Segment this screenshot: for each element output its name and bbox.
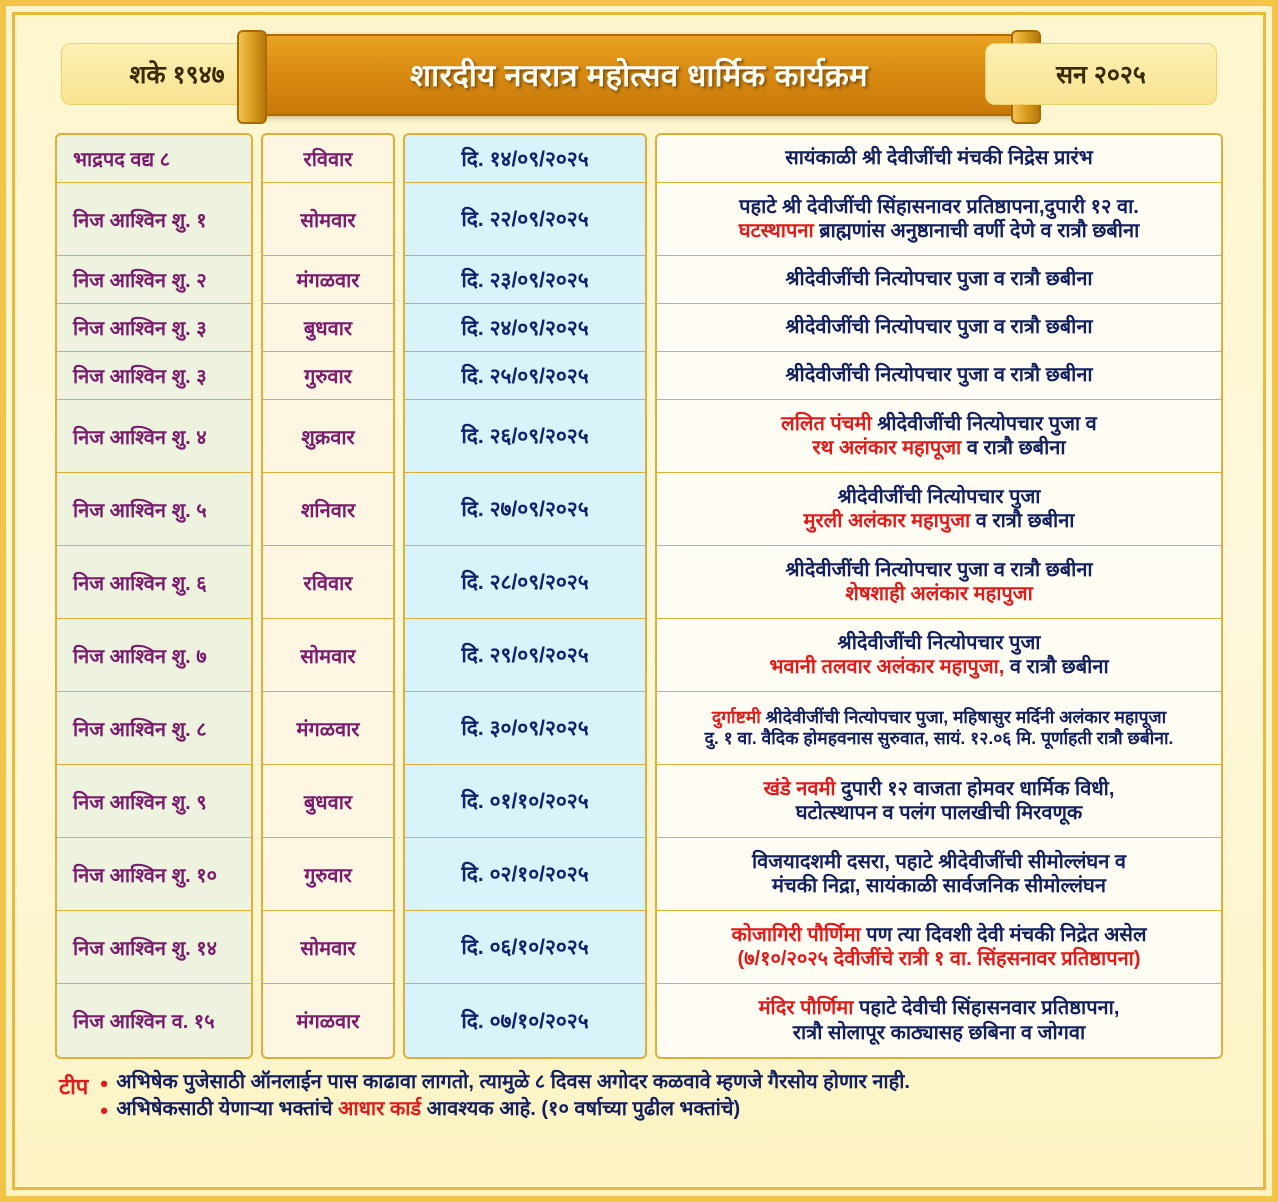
description-cell [657,984,1221,1057]
page-title: शारदीय नवरात्र महोत्सव धार्मिक कार्यक्रम [410,58,868,93]
note-item: • अभिषेक पुजेसाठी ऑनलाईन पास काढावा लागतो, त्यामुळे ८ दिवस अगोदर कळवावे म्हणजे गैरसोय होणार नाही. [98,1069,910,1096]
note-item: • अभिषेकसाठी येणाऱ्या भक्तांचे आधार कार्ड आवश्यक आहे. (१० वर्षाच्या पुढील भक्तांचे) [98,1096,910,1123]
date-cell: दि. २७/०९/२०२५ [405,473,645,546]
description-line: श्रीदेवीजींची नित्योपचार पुजा व रात्रौ छबीना [785,364,1093,387]
poster-inner-frame [12,12,1266,1190]
tithi-cell: भाद्रपद वद्य ८ [57,135,251,183]
description-line: मंचकी निद्रा, सायंकाळी सार्वजनिक सीमोल्लंघन [772,875,1106,897]
tithi-cell: निज आश्विन शु. ९ [57,765,251,838]
tithi-cell: निज आश्विन शु. ३ [57,352,251,400]
description-line: श्रीदेवीजींची नित्योपचार पुजा [837,631,1041,654]
san-year-badge: सन २०२५ [985,43,1217,105]
description-cell [657,765,1221,838]
date-cell: दि. २२/०९/२०२५ [405,183,645,256]
description-cell [657,352,1221,400]
description-line: भवानी तलवार अलंकार महापुजा, व रात्रौ छबीना [769,656,1109,678]
description-cell [657,183,1221,256]
shake-year-badge: शके १९४७ [61,43,293,105]
description-cell [657,473,1221,546]
date-cell: दि. २८/०९/२०२५ [405,546,645,619]
date-cell: दि. ०१/१०/२०२५ [405,765,645,838]
day-cell: सोमवार [263,911,393,984]
day-cell: बुधवार [263,304,393,352]
description-cell [657,256,1221,304]
column-description [655,133,1223,1059]
notes-section [59,1069,1219,1123]
date-cell: दि. २६/०९/२०२५ [405,400,645,473]
description-line: घटोत्स्थापन व पलंग पालखीची मिरवणूक [795,802,1083,824]
description-line: सायंकाळी श्री देवीजींची मंचकी निद्रेस प्रारंभ [785,147,1093,170]
column-tithi [55,133,253,1059]
description-line: श्रीदेवीजींची नित्योपचार पुजा व रात्रौ छबीना [785,558,1093,581]
tithi-cell: निज आश्विन व. १५ [73,1011,215,1033]
highlight-text: ललित पंचमी [781,412,878,435]
highlight-text: दुर्गाष्टमी [711,706,766,727]
description-line [845,582,1033,606]
description-cell [657,911,1221,984]
description-line: श्रीदेवीजींची नित्योपचार पुजा व रात्रौ छबीना [785,316,1093,339]
highlight-text: मंदिर पौर्णिमा [758,997,859,1020]
description-cell [657,619,1221,692]
description-line: घटस्थापना ब्राह्मणांस अनुष्ठानाची वर्णी देणे व रात्रौ छबीना [738,220,1140,242]
day-cells [261,133,395,1059]
day-cell: गुरुवार [263,838,393,911]
day-cell: बुधवार [263,765,393,838]
description-line: दु. १ वा. वैदिक होमहवनास सुरुवात, सायं. १२.०६ मि. पूर्णाहती रात्रौ छबीना. [704,728,1174,748]
day-cell: शुक्रवार [263,400,393,473]
description-line: श्रीदेवीजींची नित्योपचार पुजा व रात्रौ छबीना [785,268,1093,291]
tithi-cells [55,133,253,1059]
description-line: रात्रौ सोलापूर काठ्यासह छबिना व जोगवा [792,1021,1086,1044]
day-cell: मंगळवार [296,1011,360,1033]
tithi-cell: निज आश्विन शु. ५ [57,473,251,546]
footer-peek [135,1127,1263,1143]
description-line: रथ अलंकार महापूजा व रात्रौ छबीना [812,437,1066,459]
notes-label: टीप [59,1074,89,1099]
date-cell: दि. २३/०९/२०२५ [405,256,645,304]
tithi-cell: निज आश्विन शु. १४ [57,911,251,984]
highlight-text: आधार कार्ड [338,1098,422,1120]
description-cell [657,546,1221,619]
highlight-text: घटस्थापना [738,220,820,242]
description-line: कोजागिरी पौर्णिमा पण त्या दिवशी देवी मंचकी निद्रेत असेल [731,923,1147,946]
highlight-text: शेषशाही अलंकार महापुजा [845,583,1033,605]
description-line: मंदिर पौर्णिमा पहाटे देवीची सिंहासनवार प्रतिष्ठापना, [758,997,1120,1020]
description-line: मुरली अलंकार महापुजा व रात्रौ छबीना [803,510,1075,532]
tithi-cell: निज आश्विन शु. ४ [57,400,251,473]
highlight-text: भवानी तलवार अलंकार महापुजा, [769,656,1010,678]
highlight-text: खंडे नवमी [763,777,842,800]
date-cell: दि. २४/०९/२०२५ [405,304,645,352]
highlight-text: रथ अलंकार महापूजा [812,437,967,459]
date-cell: दि. २५/०९/२०२५ [405,352,645,400]
description-cell [657,838,1221,911]
day-cell: सोमवार [263,619,393,692]
description-line: श्रीदेवीजींची नित्योपचार पुजा [837,485,1041,508]
description-line: खंडे नवमी दुपारी १२ वाजता होमवर धार्मिक विधी, [763,777,1115,800]
description-cell [657,692,1221,765]
description-line: ललित पंचमी श्रीदेवीजींची नित्योपचार पुजा व [781,412,1097,435]
day-cell: रविवार [263,135,393,183]
date-cell: दि. ०६/१०/२०२५ [405,911,645,984]
tithi-cell: निज आश्विन शु. ७ [57,619,251,692]
description-cells [655,133,1223,1059]
tithi-cell: निज आश्विन शु. ८ [57,692,251,765]
highlight-text: मुरली अलंकार महापुजा [803,510,976,532]
day-cell: रविवार [263,546,393,619]
poster-header [51,29,1227,121]
notes-list [98,1069,910,1123]
date-cell: दि. १४/०९/२०२५ [405,135,645,183]
highlight-text: कोजागिरी पौर्णिमा [731,923,867,946]
day-cell: मंगळवार [263,256,393,304]
description-line: पहाटे श्री देवीजींची सिंहासनावर प्रतिष्ठापना,दुपारी १२ वा. [739,195,1139,218]
day-cell: शनिवार [263,473,393,546]
description-line: दुर्गाष्टमी श्रीदेवीजींची नित्योपचार पुजा, महिषासुर मर्दिनी अलंकार महापूजा [711,706,1167,727]
highlight-text: (७/१०/२०२५ देवीजींचे रात्री १ वा. सिंहसनावर प्रतिष्ठापना) [737,948,1141,970]
description-cell [657,304,1221,352]
date-cell: दि. ०२/१०/२०२५ [405,838,645,911]
tithi-cell: निज आश्विन शु. २ [57,256,251,304]
description-line [737,947,1140,971]
column-date [403,133,647,1059]
date-cells [403,133,647,1059]
tithi-cell: निज आश्विन शु. १ [57,183,251,256]
description-line: विजयादशमी दसरा, पहाटे श्रीदेवीजींची सीमोल्लंघन व [752,850,1126,873]
day-cell: मंगळवार [263,692,393,765]
day-cell: सोमवार [263,183,393,256]
date-cell: दि. २९/०९/२०२५ [405,619,645,692]
tithi-cell: निज आश्विन शु. ३ [57,304,251,352]
description-cell [657,400,1221,473]
column-day [261,133,395,1059]
tithi-cell: निज आश्विन शु. १० [57,838,251,911]
title-banner [257,34,1021,116]
tithi-cell: निज आश्विन शु. ६ [57,546,251,619]
day-cell: गुरुवार [263,352,393,400]
date-cell: दि. ३०/०९/२०२५ [405,692,645,765]
description-cell [657,135,1221,183]
date-cell: दि. ०७/१०/२०२५ [461,1009,589,1033]
schedule-table [55,133,1223,1059]
